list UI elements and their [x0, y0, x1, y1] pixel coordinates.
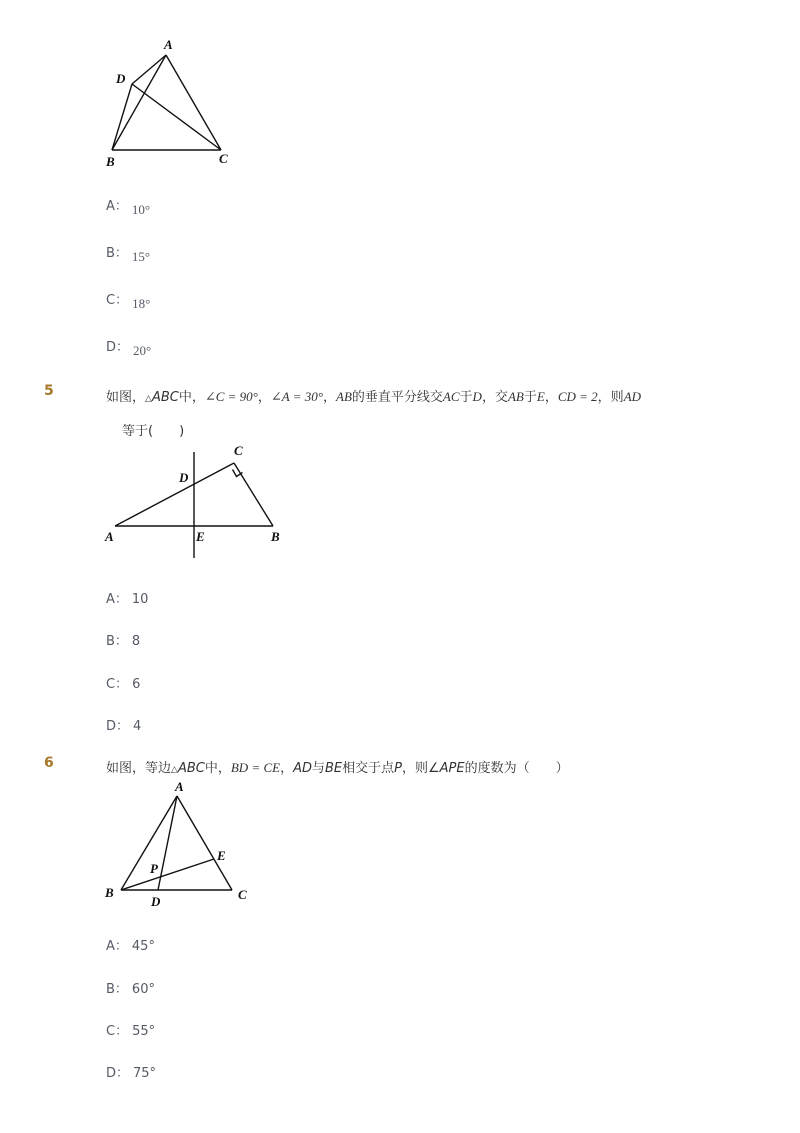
- q5-label-e: E: [196, 529, 205, 544]
- option-value: 4: [133, 719, 142, 734]
- stem-text: ，: [544, 390, 558, 405]
- stem-text: 如图，等边: [106, 761, 172, 776]
- stem-text: 中，: [204, 761, 231, 776]
- option-key: A：: [106, 592, 128, 607]
- stem-text: 与: [311, 761, 325, 776]
- stem-text: ，则: [597, 390, 624, 405]
- stem-math: BE: [325, 761, 343, 776]
- stem-text: ，则∠: [402, 761, 440, 776]
- q5-label-c: C: [234, 443, 243, 458]
- q4-label-a: A: [164, 37, 173, 52]
- q6-option-a[interactable]: [106, 935, 155, 954]
- q6-label-c: C: [238, 887, 247, 902]
- q4-label-c: C: [219, 151, 228, 166]
- stem-text: 中，: [178, 390, 205, 405]
- stem-math: D: [472, 389, 482, 404]
- option-key: A：: [106, 199, 128, 214]
- stem-math: AD: [623, 389, 642, 404]
- q6-label-a: A: [175, 779, 184, 794]
- stem-text: 于: [459, 390, 473, 405]
- stem-text: ，: [257, 390, 271, 405]
- stem-math: BD = CE: [230, 760, 281, 775]
- stem-text: 的度数为（ ）: [464, 761, 569, 776]
- q6-label-d: D: [151, 894, 161, 909]
- option-key: D：: [106, 719, 130, 734]
- stem-math: AB: [507, 389, 524, 404]
- q6-seg-ab: [121, 796, 177, 890]
- stem-text: ，交: [481, 390, 508, 405]
- stem-math: ABC: [177, 761, 205, 776]
- option-value: 20°: [133, 343, 152, 358]
- option-value: 60°: [131, 982, 155, 997]
- q5-label-a: A: [105, 529, 114, 544]
- stem-text: ，: [322, 390, 336, 405]
- q5-stem-line2: 等于( ): [122, 424, 185, 439]
- option-key: B：: [106, 246, 128, 261]
- stem-text: 的垂直平分线交: [351, 390, 443, 405]
- option-key: C：: [106, 1024, 129, 1039]
- stem-text: 于: [523, 390, 537, 405]
- q6-number: 6: [44, 755, 54, 771]
- option-key: A：: [106, 939, 128, 954]
- stem-text: 相交于点: [342, 761, 395, 776]
- option-key: C：: [106, 293, 129, 308]
- stem-math: AC: [442, 389, 460, 404]
- q6-label-b: B: [105, 885, 114, 900]
- stem-math: ABC: [151, 390, 179, 405]
- stem-math: E: [536, 389, 545, 404]
- q5-number: 5: [44, 383, 54, 399]
- option-key: C：: [106, 677, 129, 692]
- stem-math: CD = 2: [557, 389, 598, 404]
- option-value: 55°: [132, 1024, 156, 1039]
- option-value: 15°: [131, 249, 151, 264]
- option-key: D：: [106, 340, 130, 355]
- q5-label-b: B: [271, 529, 280, 544]
- option-value: 8: [131, 634, 141, 649]
- option-value: 18°: [132, 296, 151, 311]
- q6-seg-ac: [177, 796, 232, 890]
- triangle-symbol: △: [171, 765, 178, 775]
- stem-text: 如图，: [106, 390, 146, 405]
- q5-label-d: D: [179, 470, 189, 485]
- stem-math: P: [394, 761, 402, 776]
- stem-math: AD: [293, 761, 312, 776]
- q6-label-e: E: [217, 848, 226, 863]
- option-value: 75°: [133, 1066, 157, 1081]
- q6-option-d[interactable]: [106, 1062, 156, 1081]
- option-key: B：: [106, 634, 128, 649]
- option-key: D：: [106, 1066, 130, 1081]
- q6-option-c[interactable]: [106, 1020, 155, 1039]
- q4-label-d: D: [116, 71, 126, 86]
- stem-math: APE: [439, 761, 465, 776]
- option-key: B：: [106, 982, 128, 997]
- q6-seg-ad: [158, 796, 177, 890]
- q6-label-p: P: [150, 861, 158, 876]
- option-value: 10: [131, 592, 149, 607]
- stem-math: ∠A = 30°: [270, 389, 323, 404]
- stem-text: ，: [280, 761, 294, 776]
- stem-math: ∠C = 90°: [204, 389, 258, 404]
- q6-seg-be: [121, 859, 214, 890]
- triangle-symbol: △: [145, 394, 152, 404]
- option-value: 10°: [131, 202, 151, 217]
- option-value: 45°: [131, 939, 155, 954]
- stem-math: AB: [336, 389, 352, 404]
- option-value: 6: [132, 677, 141, 692]
- q6-option-b[interactable]: [106, 978, 155, 997]
- q4-label-b: B: [106, 154, 115, 169]
